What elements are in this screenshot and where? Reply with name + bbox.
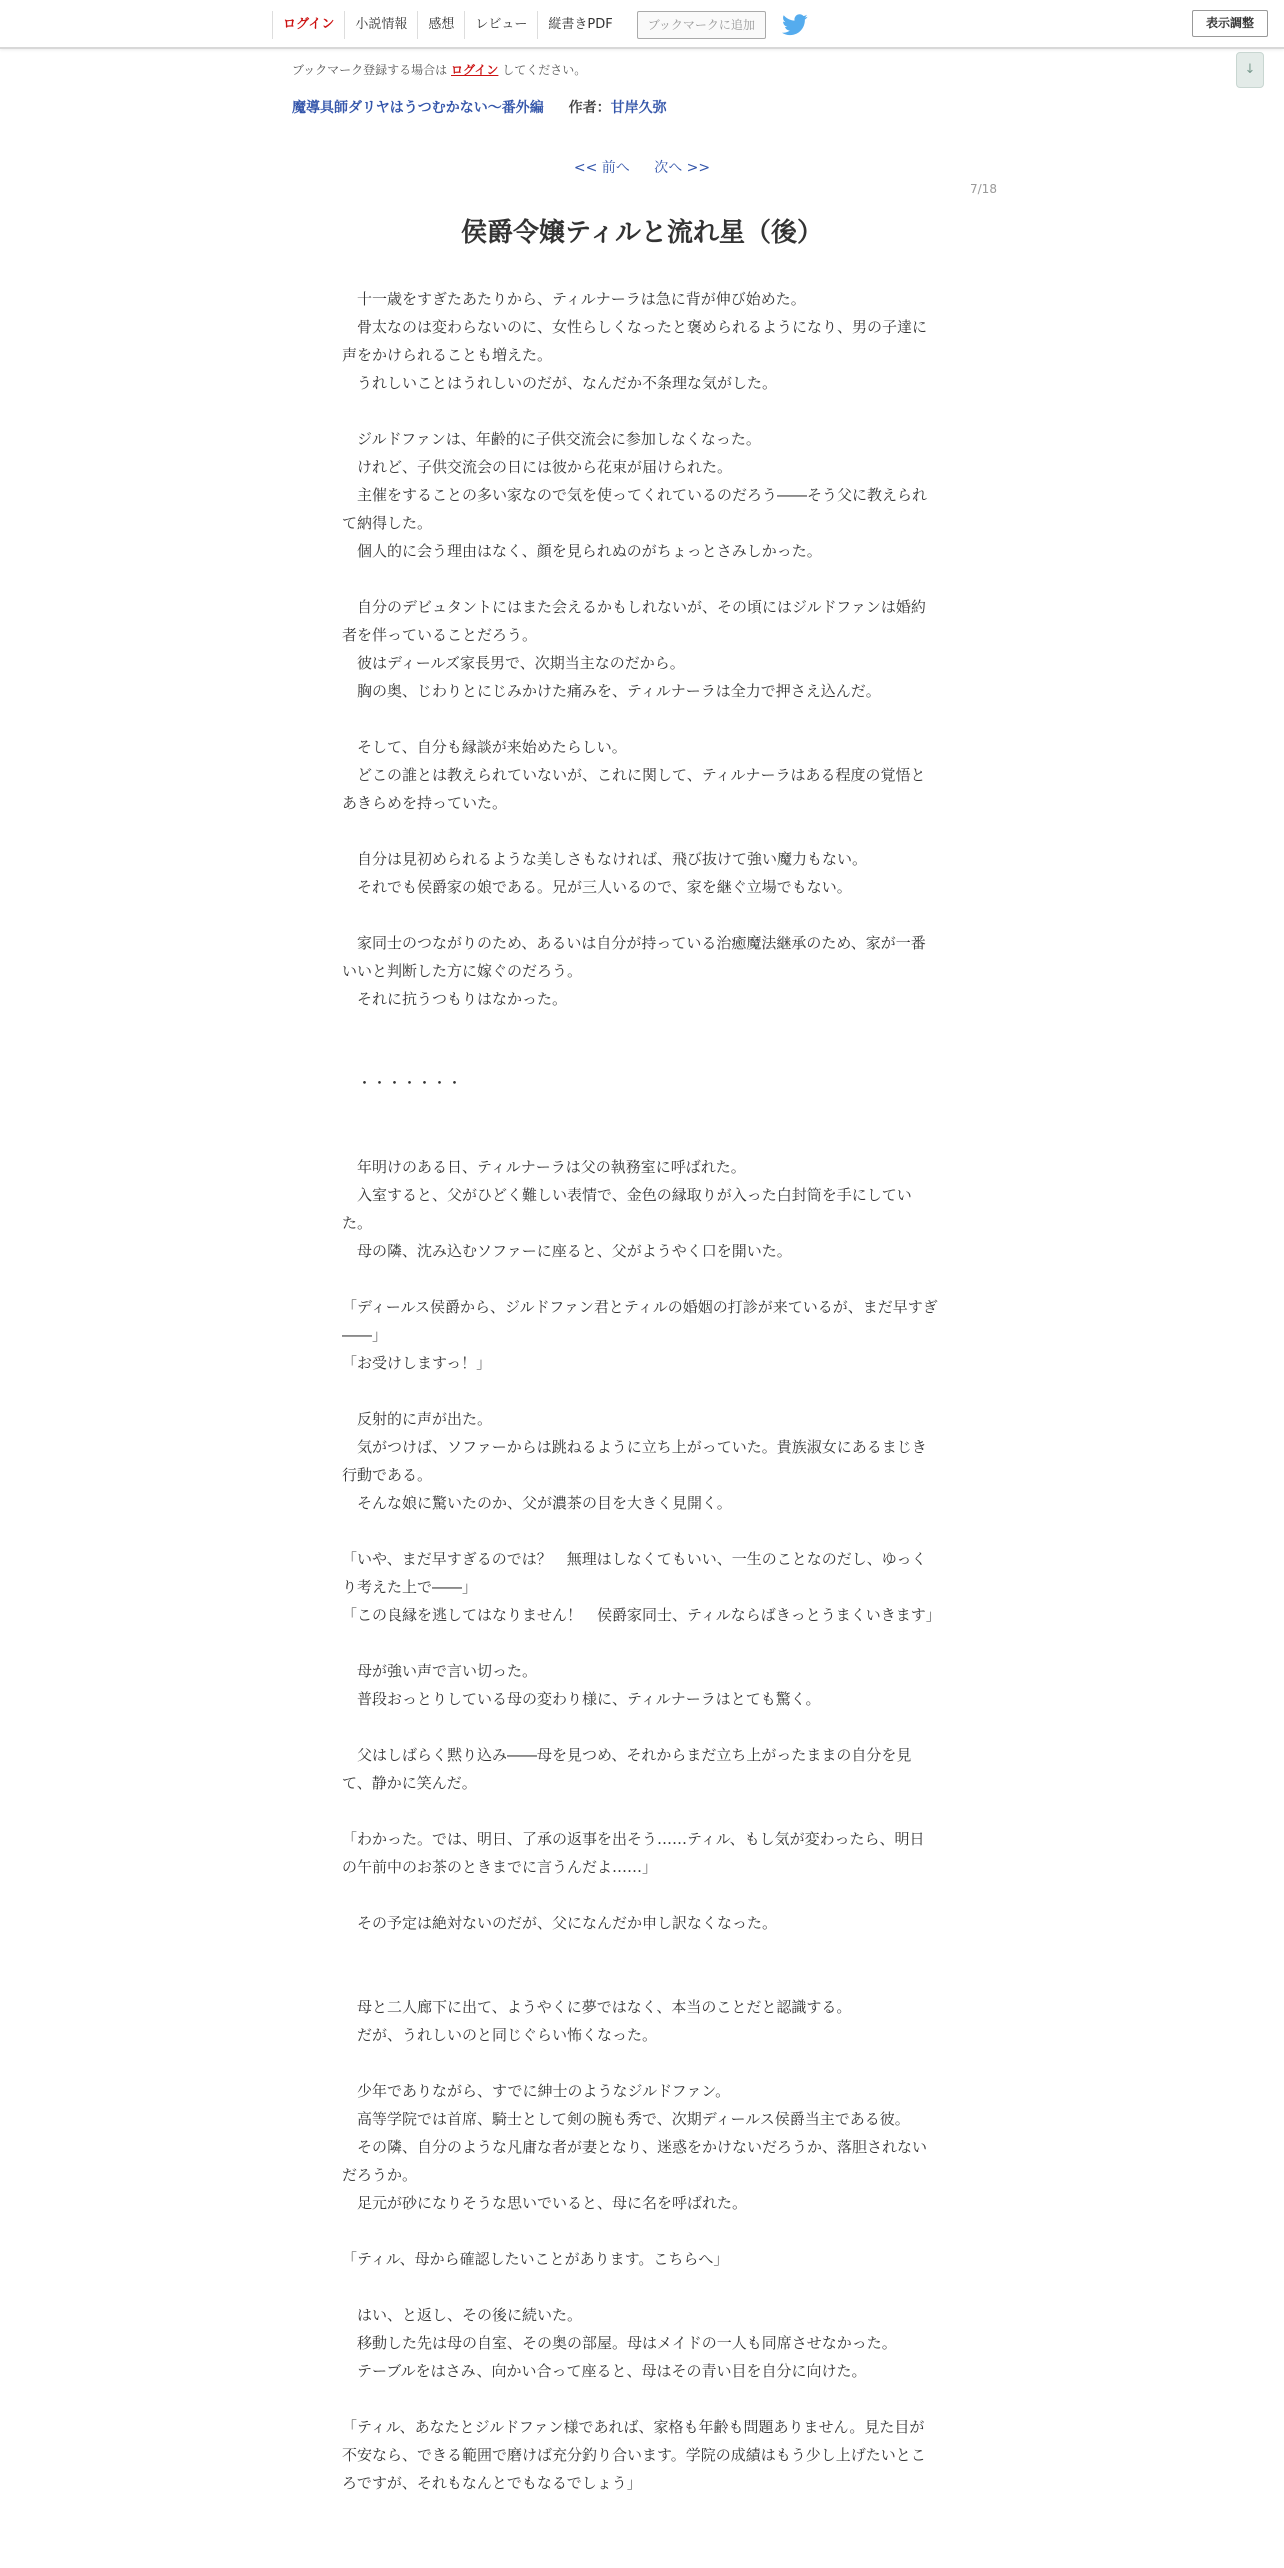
blank-line bbox=[342, 2049, 938, 2077]
novel-paragraph: 「わかった。では、明日、了承の返事を出そう……ティル、もし気が変わったら、明日の午前中のお茶のときまでに言うんだよ……」 bbox=[342, 1830, 925, 1876]
novel-paragraph: 普段おっとりしている母の変わり様に、ティルナーラはとても驚く。 bbox=[342, 1690, 821, 1708]
novel-paragraph: 「この良縁を逃してはなりません！ 侯爵家同士、ティルならばきっとうまくいきます」 bbox=[342, 1606, 941, 1624]
novel-paragraph: 年明けのある日、ティルナーラは父の執務室に呼ばれた。 bbox=[342, 1158, 746, 1176]
novel-paragraph: 「ティル、あなたとジルドファン様であれば、家格も年齢も問題ありません。見た目が不安なら、できる範囲で磨けば充分釣り合います。学院の成績はもう少し上げたいところですが、それもなんとでもなるでしょう」 bbox=[342, 2418, 926, 2492]
novel-paragraph: 骨太なのは変わらないのに、女性らしくなったと褒められるようになり、男の子達に声をかけられることも増えた。 bbox=[342, 318, 928, 364]
blank-line bbox=[342, 1125, 938, 1153]
notice-prefix: ブックマーク登録する場合は bbox=[292, 63, 448, 77]
notice-suffix: してください。 bbox=[502, 63, 587, 77]
blank-line bbox=[342, 1797, 938, 1825]
chapter-title: 侯爵令嬢ティルと流れ星（後） bbox=[461, 218, 823, 248]
novel-paragraph: 個人的に会う理由はなく、顔を見られぬのがちょっとさみしかった。 bbox=[342, 542, 822, 560]
novel-paragraph: 気がつけば、ソファーからは跳ねるように立ち上がっていた。貴族淑女にあるまじき行動である。 bbox=[342, 1438, 927, 1484]
novel-paragraph: 母と二人廊下に出て、ようやくに夢ではなく、本当のことだと認識する。 bbox=[342, 1998, 852, 2016]
novel-paragraph: その予定は絶対ないのだが、父になんだか申し訳なくなった。 bbox=[342, 1914, 778, 1932]
novel-paragraph: うれしいことはうれしいのだが、なんだか不条理な気がした。 bbox=[342, 374, 778, 392]
novel-paragraph: 胸の奥、じわりとにじみかけた痛みを、ティルナーラは全力で押さえ込んだ。 bbox=[342, 682, 881, 700]
series-author-line bbox=[292, 97, 667, 117]
novel-paragraph: 「ディールス侯爵から、ジルドファン君とティルの婚姻の打診が来ているが、まだ早すぎ――」 bbox=[342, 1298, 938, 1344]
novel-paragraph: 自分のデビュタントにはまた会えるかもしれないが、その頃にはジルドファンは婚約者を伴っていることだろう。 bbox=[342, 598, 926, 644]
chapter-pager bbox=[0, 157, 1284, 177]
novel-paragraph: 自分は見初められるような美しさもなければ、飛び抜けて強い魔力もない。 bbox=[342, 850, 868, 868]
novel-paragraph: 家同士のつながりのため、あるいは自分が持っている治癒魔法継承のため、家が一番いいと判断した方に嫁ぐのだろう。 bbox=[342, 934, 926, 980]
add-bookmark-button[interactable]: ブックマークに追加 bbox=[637, 11, 766, 39]
scroll-down-tab[interactable]: ↓ bbox=[1236, 52, 1264, 88]
novel-paragraph: 父はしばらく黙り込み――母を見つめ、それからまだ立ち上がったままの自分を見て、静かに笑んだ。 bbox=[342, 1746, 912, 1792]
novel-paragraph: 移動した先は母の自室、その奥の部屋。母はメイドの一人も同席させなかった。 bbox=[342, 2334, 897, 2352]
novel-body bbox=[342, 285, 941, 2497]
novel-paragraph: どこの誰とは教えられていないが、これに関して、ティルナーラはある程度の覚悟とあきらめを持っていた。 bbox=[342, 766, 926, 812]
nav-impressions-link[interactable]: 感想 bbox=[417, 11, 464, 39]
blank-line bbox=[342, 1881, 938, 1909]
blank-line bbox=[342, 2217, 938, 2245]
novel-paragraph: 彼はディールズ家長男で、次期当主なのだから。 bbox=[342, 654, 685, 672]
blank-line bbox=[342, 1013, 938, 1041]
blank-line bbox=[342, 1377, 938, 1405]
novel-paragraph: それに抗うつもりはなかった。 bbox=[342, 990, 568, 1008]
novel-paragraph: ・・・・・・・ bbox=[342, 1074, 463, 1092]
notice-login-link[interactable]: ログイン bbox=[451, 63, 499, 77]
novel-paragraph: 母が強い声で言い切った。 bbox=[342, 1662, 538, 1680]
novel-paragraph: テーブルをはさみ、向かい合って座ると、母はその青い目を自分に向けた。 bbox=[342, 2362, 867, 2380]
novel-paragraph: そして、自分も縁談が来始めたらしい。 bbox=[342, 738, 627, 756]
novel-paragraph: 主催をすることの多い家なので気を使ってくれているのだろう――そう父に教えられて納得した。 bbox=[342, 486, 928, 532]
novel-paragraph: けれど、子供交流会の日には彼から花束が届けられた。 bbox=[342, 458, 733, 476]
blank-line bbox=[342, 901, 938, 929]
nav-menu bbox=[272, 10, 808, 40]
bookmark-login-notice bbox=[292, 61, 586, 78]
blank-line bbox=[342, 1713, 938, 1741]
nav-novel-info-link[interactable]: 小説情報 bbox=[344, 11, 417, 39]
blank-line bbox=[342, 1265, 938, 1293]
blank-line bbox=[342, 817, 938, 845]
novel-paragraph: 入室すると、父がひどく難しい表情で、金色の縁取りが入った白封筒を手にしていた。 bbox=[342, 1186, 912, 1232]
next-chapter-link[interactable]: 次へ >> bbox=[654, 160, 711, 176]
novel-paragraph: 十一歳をすぎたあたりから、ティルナーラは急に背が伸び始めた。 bbox=[342, 290, 806, 308]
novel-paragraph: そんな娘に驚いたのか、父が濃茶の目を大きく見開く。 bbox=[342, 1494, 732, 1512]
novel-paragraph: だが、うれしいのと同じぐらい怖くなった。 bbox=[342, 2026, 658, 2044]
novel-paragraph: 「お受けしますっ！」 bbox=[342, 1354, 492, 1372]
novel-paragraph: 反射的に声が出た。 bbox=[342, 1410, 493, 1428]
novel-paragraph: 「ティル、母から確認したいことがあります。こちらへ」 bbox=[342, 2250, 729, 2268]
blank-line bbox=[342, 565, 938, 593]
novel-paragraph: ジルドファンは、年齢的に子供交流会に参加しなくなった。 bbox=[342, 430, 761, 448]
novel-paragraph: はい、と返し、その後に続いた。 bbox=[342, 2306, 583, 2324]
blank-line bbox=[342, 1097, 938, 1125]
blank-line bbox=[342, 1965, 938, 1993]
blank-line bbox=[342, 1517, 938, 1545]
author-label: 作者： bbox=[568, 100, 611, 116]
blank-line bbox=[342, 1937, 938, 1965]
novel-paragraph: 足元が砂になりそうな思いでいると、母に名を呼ばれた。 bbox=[342, 2194, 748, 2212]
nav-review-link[interactable]: レビュー bbox=[464, 11, 537, 39]
series-title-link[interactable]: 魔導具師ダリヤはうつむかない～番外編 bbox=[292, 100, 544, 116]
author-name-link[interactable]: 甘岸久弥 bbox=[610, 100, 667, 116]
novel-paragraph: 母の隣、沈み込むソファーに座ると、父がようやく口を開いた。 bbox=[342, 1242, 792, 1260]
top-navigation-bar bbox=[0, 0, 1284, 49]
nav-vertical-pdf-link[interactable]: 縦書きPDF bbox=[537, 11, 622, 39]
prev-chapter-link[interactable]: << 前へ bbox=[573, 160, 630, 176]
blank-line bbox=[342, 705, 938, 733]
blank-line bbox=[342, 2385, 938, 2413]
novel-paragraph: 高等学院では首席、騎士として剣の腕も秀で、次期ディールス侯爵当主である彼。 bbox=[342, 2110, 910, 2128]
twitter-bird-icon[interactable] bbox=[782, 14, 808, 36]
display-settings-button[interactable]: 表示調整 bbox=[1192, 10, 1268, 37]
blank-line bbox=[342, 2273, 938, 2301]
novel-paragraph: その隣、自分のような凡庸な者が妻となり、迷惑をかけないだろうか、落胆されないだろうか。 bbox=[342, 2138, 928, 2184]
chapter-count: 7/18 bbox=[970, 182, 997, 196]
blank-line bbox=[342, 397, 938, 425]
blank-line bbox=[342, 1041, 938, 1069]
novel-paragraph: それでも侯爵家の娘である。兄が三人いるので、家を継ぐ立場でもない。 bbox=[342, 878, 852, 896]
novel-paragraph: 少年でありながら、すでに紳士のようなジルドファン。 bbox=[342, 2082, 731, 2100]
nav-login-link[interactable]: ログイン bbox=[272, 11, 344, 39]
blank-line bbox=[342, 1629, 938, 1657]
novel-paragraph: 「いや、まだ早すぎるのでは？ 無理はしなくてもいい、一生のことなのだし、ゆっくり考えた上で――」 bbox=[342, 1550, 927, 1596]
